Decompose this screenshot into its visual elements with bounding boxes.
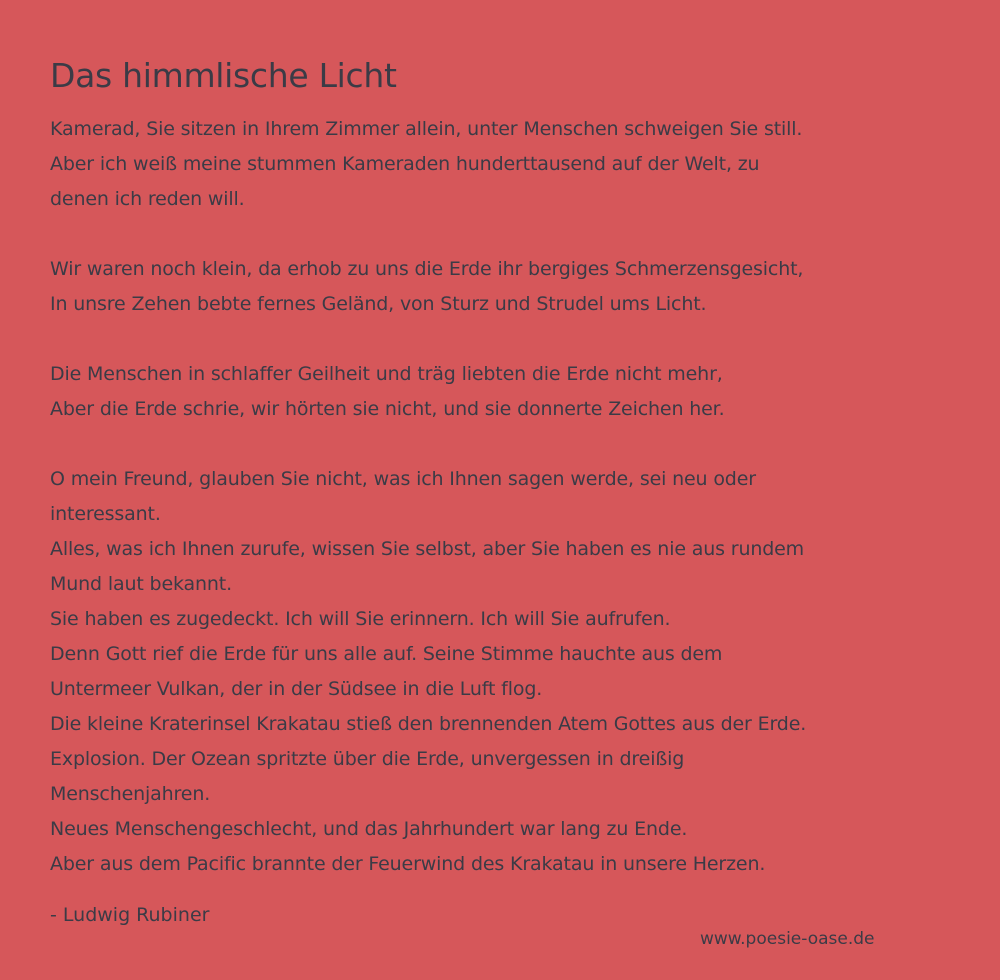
poem-line: Untermeer Vulkan, der in der Südsee in die Luft flog. [50, 678, 543, 700]
poem-line: Alles, was ich Ihnen zurufe, wissen Sie selbst, aber Sie haben es nie aus rundem [50, 538, 805, 560]
poem-line: Die kleine Kraterinsel Krakatau stieß den brennenden Atem Gottes aus der Erde. [50, 713, 807, 735]
poem-line: O mein Freund, glauben Sie nicht, was ich Ihnen sagen werde, sei neu oder [50, 468, 756, 490]
poem-line: Die Menschen in schlaffer Geilheit und träg liebten die Erde nicht mehr, [50, 363, 723, 385]
poem-line: Aber ich weiß meine stummen Kameraden hunderttausend auf der Welt, zu [50, 153, 760, 175]
poem-line: denen ich reden will. [50, 188, 245, 210]
poem-author: - Ludwig Rubiner [50, 904, 210, 926]
poem-body [50, 112, 970, 882]
poem-line: Sie haben es zugedeckt. Ich will Sie erinnern. Ich will Sie aufrufen. [50, 608, 671, 630]
poem-line: interessant. [50, 503, 161, 525]
stanza-break [50, 427, 970, 462]
poem-line: Explosion. Der Ozean spritzte über die Erde, unvergessen in dreißig [50, 748, 685, 770]
stanza-break [50, 322, 970, 357]
poem-line: Wir waren noch klein, da erhob zu uns die Erde ihr bergiges Schmerzensgesicht, [50, 258, 804, 280]
poem-line: Aber die Erde schrie, wir hörten sie nicht, und sie donnerte Zeichen her. [50, 398, 725, 420]
poem-line: Aber aus dem Pacific brannte der Feuerwind des Krakatau in unsere Herzen. [50, 853, 766, 875]
poem-line: Mund laut bekannt. [50, 573, 232, 595]
poem-line: Neues Menschengeschlecht, und das Jahrhundert war lang zu Ende. [50, 818, 688, 840]
stanza-break [50, 217, 970, 252]
website-credit: www.poesie-oase.de [700, 929, 875, 949]
poem-line: Kamerad, Sie sitzen in Ihrem Zimmer allein, unter Menschen schweigen Sie still. [50, 118, 803, 140]
poem-title: Das himmlische Licht [50, 56, 397, 95]
poem-line: Denn Gott rief die Erde für uns alle auf. Seine Stimme hauchte aus dem [50, 643, 723, 665]
poem-line: Menschenjahren. [50, 783, 211, 805]
poem-line: In unsre Zehen bebte fernes Geländ, von Sturz und Strudel ums Licht. [50, 293, 707, 315]
